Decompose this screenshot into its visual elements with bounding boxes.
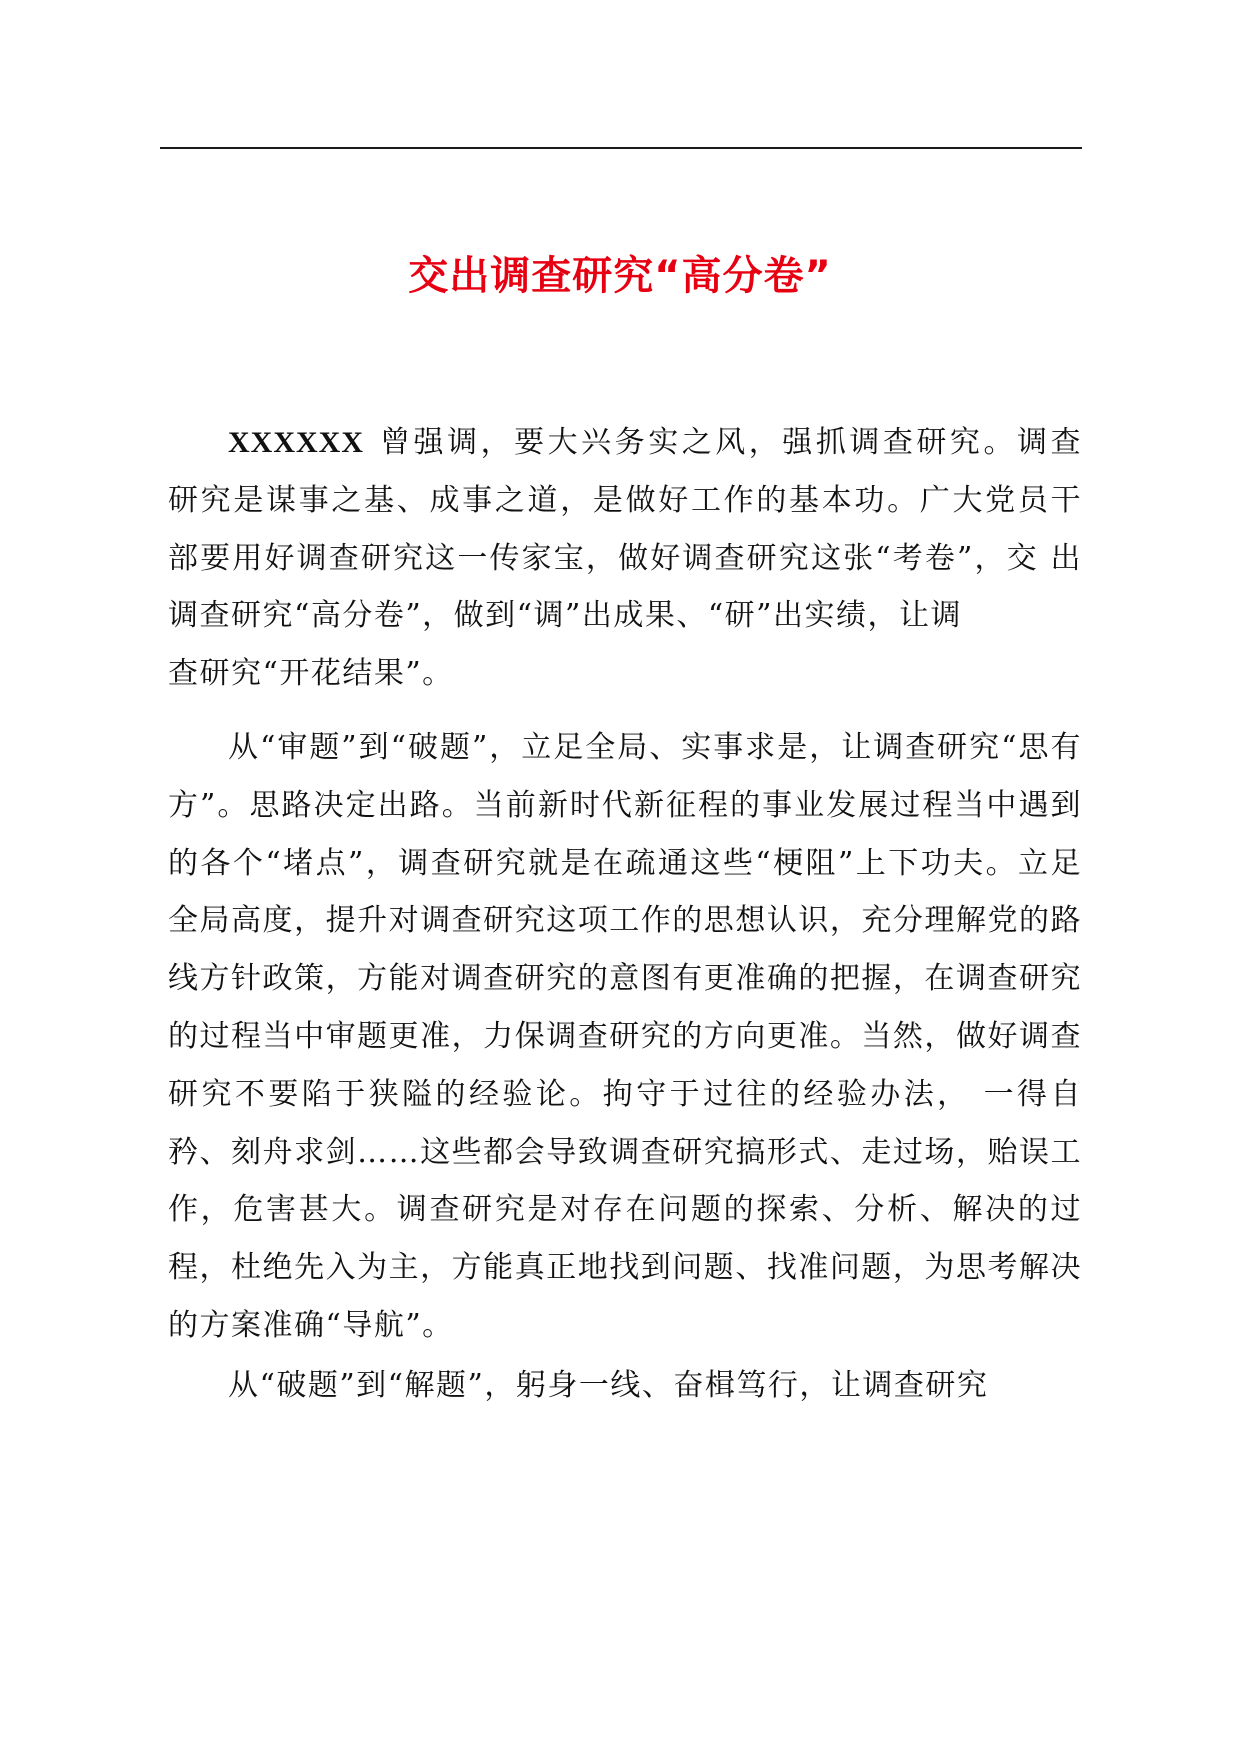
paragraph-2: 从“审题”到“破题”，立足全局、实事求是，让调查研究“思有方”。思路决定出路。当前新时代新征程的事业发展过程当中遇到的各个“堵点”，调查研究就是在疏通这些“梗阻”上下功夫。立足全局高度，提升对调查研究这项工作的思想认识，充分理解党的路线方针政策，方能对调查研究的意图有更准确的把握，在调查研究的过程当中审题更准，力保调查研究的方向更准。当然，做好调查研究不要陷于狭隘的经验论。拘守于过往的经验办法， 一得自矜、刻舟求剑……这些都会导致调查研究搞形式、走过场，贻误工作，危害甚大。调查研究是对存在问题的探索、分析、解决的过程，杜绝先入为主，方能真正地找到问题、找准问题，为思考解决的方案准确“导航”。 [168, 729, 1082, 1343]
paragraph-1-text: 曾强调，要大兴务实之风，强抓调查研究。调查 研究是谋事之基、成事之道，是做好工作的基本功。广大党员干 部要用好调查研究这一传家宝，做好调查研究这张“考卷”，交 出调查研究“高分卷”，做到“调”出成果、“研”出实绩，让调 [168, 425, 1082, 634]
paragraph-1 [168, 414, 1082, 703]
paragraph-1-continuation: 查研究“开花结果”。 [168, 656, 454, 692]
document-body [168, 414, 1082, 1415]
document-title: 交出调查研究“高分卷” [408, 253, 832, 299]
header-rule [160, 147, 1082, 149]
leader-name-placeholder: XXXXXX [228, 426, 364, 459]
paragraph-3: 从“破题”到“解题”，躬身一线、奋楫笃行，让调查研究 [228, 1367, 989, 1403]
